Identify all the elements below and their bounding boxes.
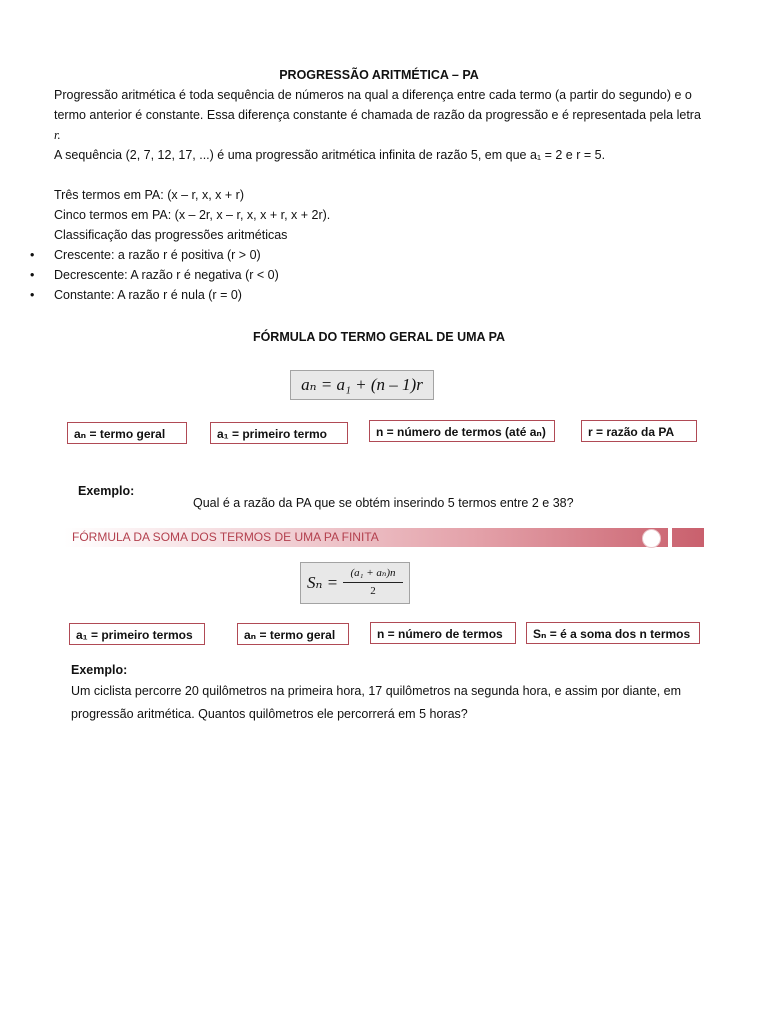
sum-formula-lhs: Sₙ = xyxy=(307,573,339,592)
example-2-label: Exemplo: xyxy=(71,663,128,677)
intro-line-1: Progressão aritmética é toda sequência de números na qual a diferença entre cada termo (a partir do segundo) e o xyxy=(54,88,692,102)
sum-formula-box xyxy=(300,562,410,604)
five-terms-value: (x – 2r, x – r, x, x + r, x + 2r). xyxy=(174,208,331,222)
three-terms-value: (x – r, x, x + r) xyxy=(167,188,244,202)
classification-constant: Constante: A razão r é nula (r = 0) xyxy=(54,288,242,302)
intro-example-sequence: A sequência (2, 7, 12, 17, ...) é uma progressão aritmética infinita de razão 5, em que a₁ = 2 e r = 5. xyxy=(54,148,606,162)
legend-sum-definition: Sₙ = é a soma dos n termos xyxy=(526,622,700,644)
legend-first-term: a₁ = primeiro termo xyxy=(210,422,348,444)
example-2-line-2: progressão aritmética. Quantos quilômetros ele percorrerá em 5 horas? xyxy=(71,707,468,721)
classification-decreasing: Decrescente: A razão r é negativa (r < 0) xyxy=(54,268,279,282)
general-term-formula-box xyxy=(290,370,434,400)
three-terms xyxy=(54,186,714,205)
sum-formula-denominator: 2 xyxy=(370,585,376,597)
intro-line-2: termo anterior é constante. Essa diferença constante é chamada de razão da progressão e é representada pela letra xyxy=(54,108,701,122)
classification-title: Classificação das progressões aritméticas xyxy=(54,228,288,242)
bullet-marker: • xyxy=(30,268,35,282)
legend-general-term: aₙ = termo geral xyxy=(67,422,187,444)
legend-sum-number-of-terms: n = número de termos xyxy=(370,622,516,644)
banner-divider xyxy=(668,528,672,547)
sum-formula-fraction-bar xyxy=(343,582,403,583)
sum-banner-title: FÓRMULA DA SOMA DOS TERMOS DE UMA PA FINITA xyxy=(72,530,379,544)
banner-circle-icon xyxy=(642,529,661,548)
legend-sum-first-term: a₁ = primeiro termos xyxy=(69,623,205,645)
classification-increasing: Crescente: a razão r é positiva (r > 0) xyxy=(54,248,261,262)
three-terms-label: Três termos em PA: xyxy=(54,188,164,202)
example-1-text: Qual é a razão da PA que se obtém inserindo 5 termos entre 2 e 38? xyxy=(193,496,574,510)
page-title: PROGRESSÃO ARITMÉTICA – PA xyxy=(279,68,479,82)
legend-sum-general-term: aₙ = termo geral xyxy=(237,623,349,645)
example-2-line-1: Um ciclista percorre 20 quilômetros na primeira hora, 17 quilômetros na segunda hora, e assim por diante, em xyxy=(71,684,682,698)
general-term-formula: aₙ = a₁ + (n – 1)r xyxy=(301,375,423,394)
bullet-marker: • xyxy=(30,248,35,262)
five-terms xyxy=(54,206,714,225)
bullet-marker: • xyxy=(30,288,35,302)
general-term-heading: FÓRMULA DO TERMO GERAL DE UMA PA xyxy=(252,330,506,344)
legend-ratio: r = razão da PA xyxy=(581,420,697,442)
example-1-label: Exemplo: xyxy=(78,484,135,498)
sum-section-banner xyxy=(64,528,704,547)
sum-formula-numerator: (a₁ + aₙ)n xyxy=(350,567,396,579)
intro-line-3: r. xyxy=(54,128,61,142)
five-terms-label: Cinco termos em PA: xyxy=(54,208,172,222)
legend-number-of-terms: n = número de termos (até aₙ) xyxy=(369,420,555,442)
